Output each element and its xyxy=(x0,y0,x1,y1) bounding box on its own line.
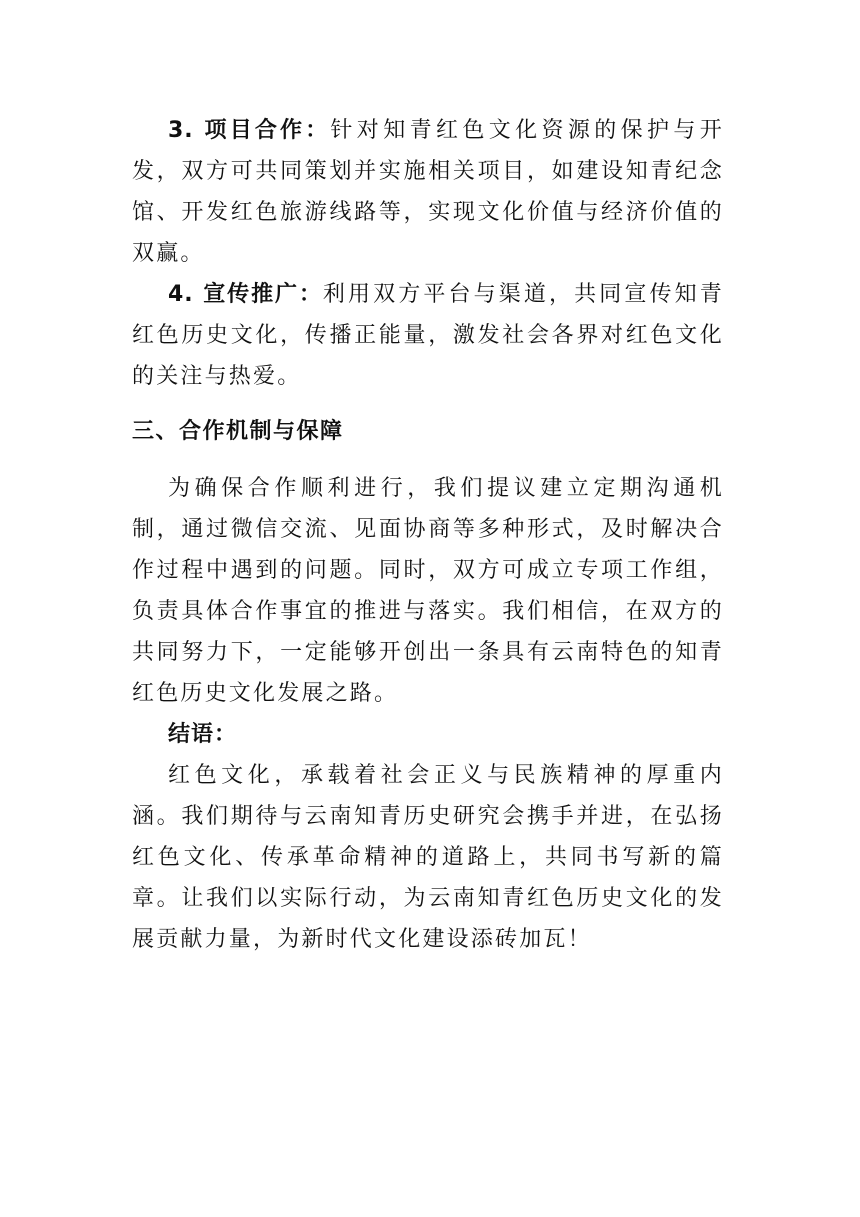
section-heading: 三、合作机制与保障 xyxy=(132,419,344,444)
conclusion-label-text: 结语： xyxy=(168,722,238,747)
item-publicity xyxy=(132,274,724,397)
item-text: 利用双方平台与渠道，共同宣传知青红色历史文化，传播正能量，激发社会各界对红色文化的关注与热爱。 xyxy=(132,282,724,389)
item-project-cooperation xyxy=(132,110,724,274)
document-body xyxy=(132,110,724,960)
item-lead: 4. 宣传推广： xyxy=(168,282,323,307)
conclusion-paragraph: 红色文化，承载着社会正义与民族精神的厚重内涵。我们期待与云南知青历史研究会携手并进，在弘扬红色文化、传承革命精神的道路上，共同书写新的篇章。让我们以实际行动，为云南知青红色历史文化的发展贡献力量，为新时代文化建设添砖加瓦！ xyxy=(132,763,724,952)
item-lead: 3. 项目合作： xyxy=(168,118,331,143)
mechanism-paragraph: 为确保合作顺利进行，我们提议建立定期沟通机制，通过微信交流、见面协商等多种形式，及时解决合作过程中遇到的问题。同时，双方可成立专项工作组，负责具体合作事宜的推进与落实。我们相信，在双方的共同努力下，一定能够开创出一条具有云南特色的知青红色历史文化发展之路。 xyxy=(132,476,724,706)
item-text: 针对知青红色文化资源的保护与开发，双方可共同策划并实施相关项目，如建设知青纪念馆、开发红色旅游线路等，实现文化价值与经济价值的双赢。 xyxy=(132,118,724,266)
conclusion-label xyxy=(132,714,724,755)
